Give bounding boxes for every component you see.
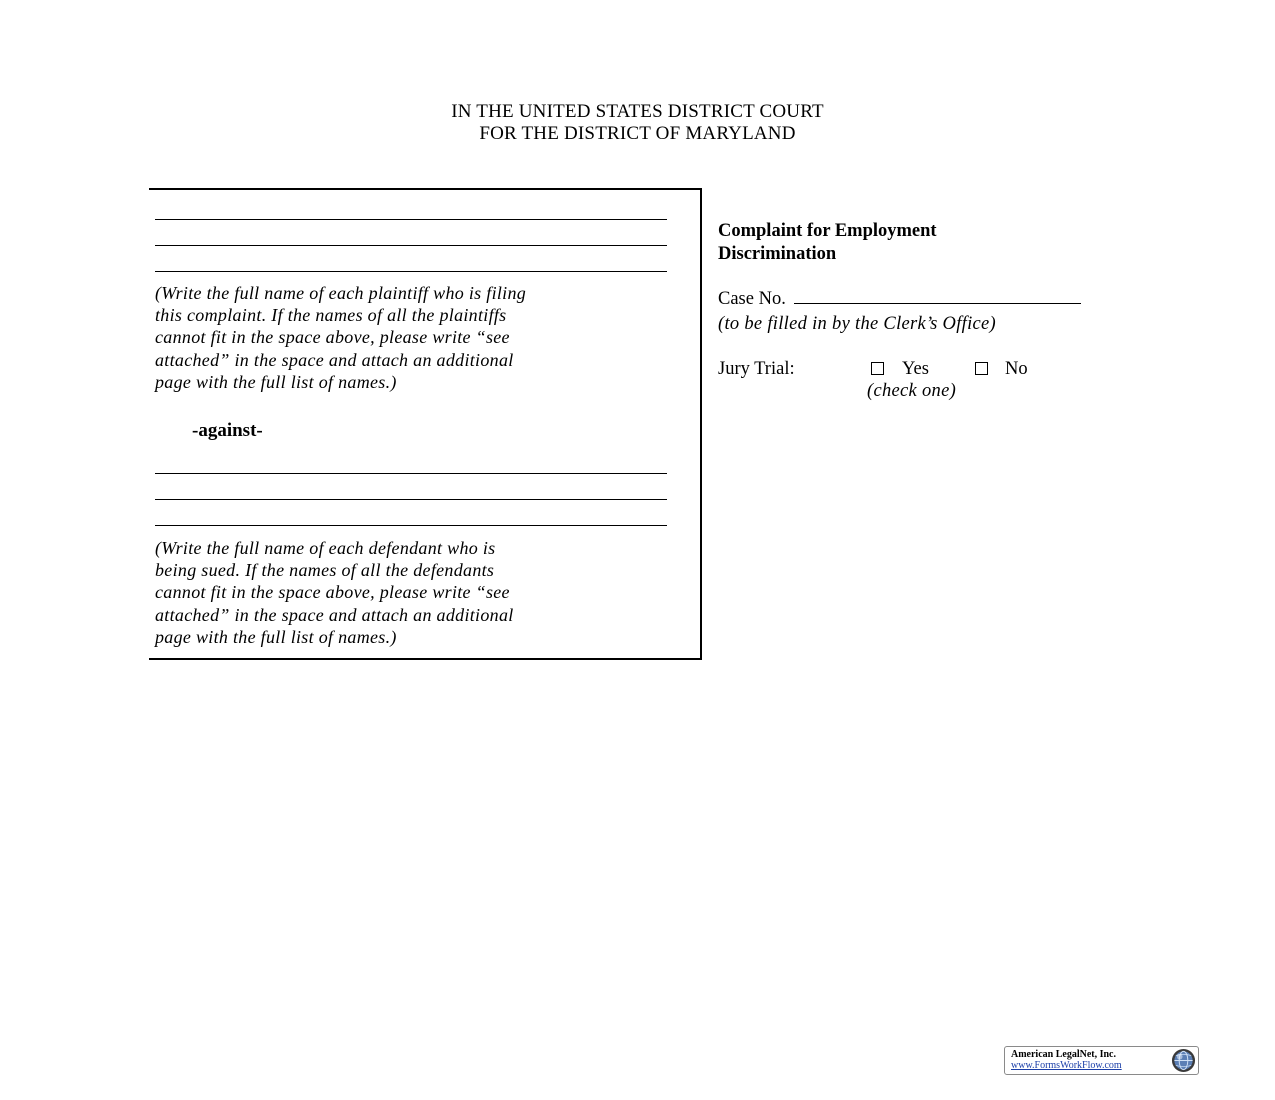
complaint-title bbox=[718, 220, 1078, 266]
plaintiff-name-line-3[interactable] bbox=[155, 271, 667, 272]
plaintiff-instruction bbox=[155, 282, 685, 393]
plaintiff-instruction-line: attached” in the space and attach an additional bbox=[155, 349, 514, 370]
court-heading bbox=[0, 101, 1275, 145]
case-number-row bbox=[718, 287, 1081, 310]
defendant-instruction-line: cannot fit in the space above, please write “see bbox=[155, 582, 510, 603]
defendant-name-line-1[interactable] bbox=[155, 473, 667, 474]
logo-company-name: American LegalNet, Inc. bbox=[1011, 1049, 1116, 1060]
plaintiff-instruction-line: page with the full list of names.) bbox=[155, 371, 397, 392]
logo-url-link[interactable]: www.FormsWorkFlow.com bbox=[1011, 1060, 1122, 1071]
globe-icon bbox=[1171, 1048, 1196, 1073]
plaintiff-instruction-line: (Write the full name of each plaintiff who is filing bbox=[155, 283, 527, 303]
defendant-instruction-line: being sued. If the names of all the defendants bbox=[155, 560, 495, 581]
american-legalnet-logo[interactable] bbox=[1004, 1046, 1199, 1075]
defendant-instruction-line: page with the full list of names.) bbox=[155, 626, 397, 647]
jury-no-checkbox[interactable] bbox=[975, 362, 988, 375]
plaintiff-name-line-1[interactable] bbox=[155, 219, 667, 220]
defendant-name-line-2[interactable] bbox=[155, 499, 667, 500]
jury-trial-label: Jury Trial: bbox=[718, 359, 795, 379]
case-number-field[interactable] bbox=[794, 287, 1081, 304]
complaint-title-line-1: Complaint for Employment bbox=[718, 221, 937, 241]
jury-no-label: No bbox=[1005, 359, 1028, 379]
plaintiff-instruction-line: this complaint. If the names of all the plaintiffs bbox=[155, 305, 507, 326]
against-label: -against- bbox=[192, 420, 263, 441]
defendant-instruction-line: attached” in the space and attach an additional bbox=[155, 604, 514, 625]
case-number-label: Case No. bbox=[718, 289, 786, 309]
court-heading-line-2: FOR THE DISTRICT OF MARYLAND bbox=[479, 123, 796, 144]
plaintiff-name-line-2[interactable] bbox=[155, 245, 667, 246]
plaintiff-instruction-line: cannot fit in the space above, please write “see bbox=[155, 327, 510, 348]
defendant-instruction bbox=[155, 537, 685, 648]
defendant-name-line-3[interactable] bbox=[155, 525, 667, 526]
jury-yes-label: Yes bbox=[902, 359, 929, 379]
case-number-note: (to be filled in by the Clerk’s Office) bbox=[718, 314, 996, 334]
complaint-title-line-2: Discrimination bbox=[718, 244, 837, 264]
defendant-instruction-line: (Write the full name of each defendant who is bbox=[155, 538, 496, 558]
court-heading-line-1: IN THE UNITED STATES DISTRICT COURT bbox=[451, 101, 824, 122]
check-one-note: (check one) bbox=[867, 381, 957, 401]
jury-yes-checkbox[interactable] bbox=[871, 362, 884, 375]
